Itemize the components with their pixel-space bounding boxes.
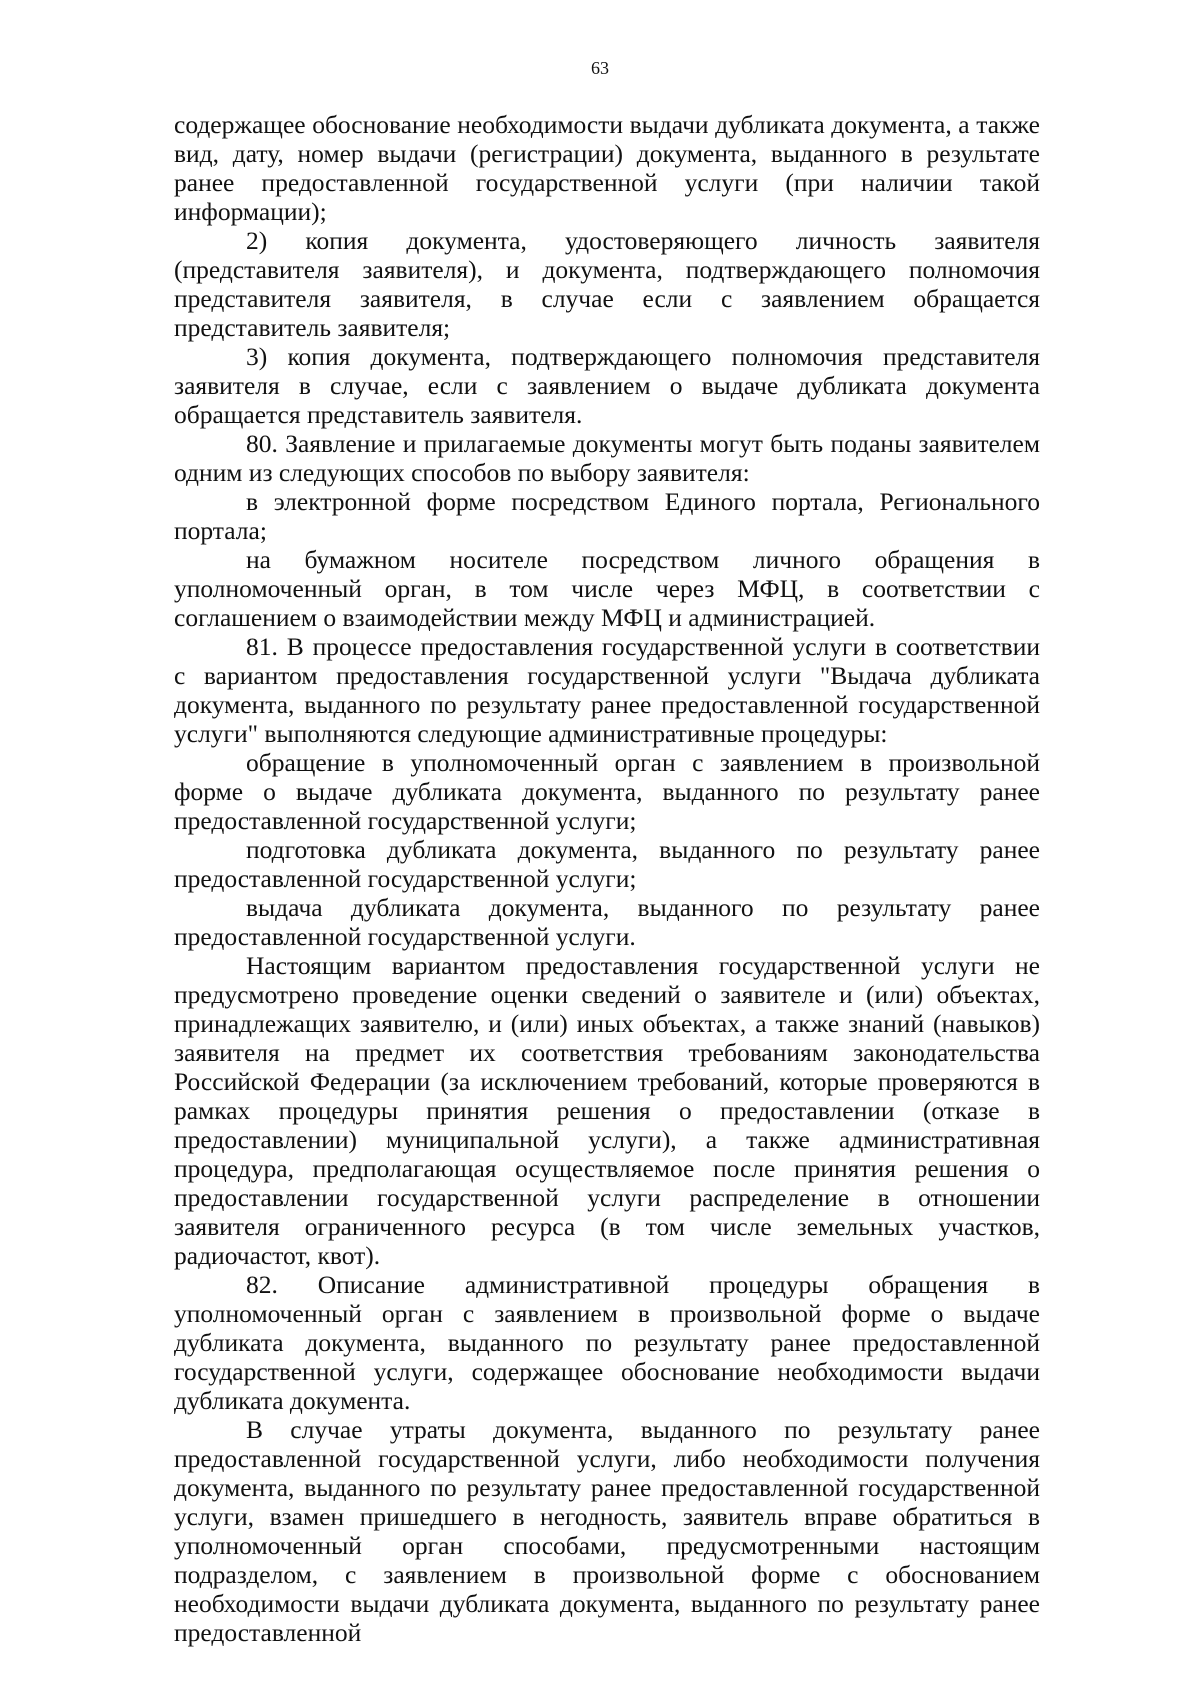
paragraph-item-2: 2) копия документа, удостоверяющего личность заявителя (представителя заявителя), и документа, подтверждающего полномочия представителя заявителя, в случае если с заявлением обращается представитель заявителя;	[174, 226, 1040, 342]
paragraph-82: 82. Описание административной процедуры обращения в уполномоченный орган с заявлением в произвольной форме о выдаче дубликата документа, выданного по результату ранее предоставленной государственной услуги, содержащее обоснование необходимости выдачи дубликата документа.	[174, 1270, 1040, 1415]
paragraph-item-3: 3) копия документа, подтверждающего полномочия представителя заявителя в случае, если с заявлением о выдаче дубликата документа обращается представитель заявителя.	[174, 342, 1040, 429]
paragraph-no-assessment: Настоящим вариантом предоставления государственной услуги не предусмотрено проведение оценки сведений о заявителе и (или) объектах, принадлежащих заявителю, и (или) иных объектах, а также знаний (навыков) заявителя на предмет их соответствия требованиям законодательства Российской Федерации (за исключением требований, которые проверяются в рамках процедуры принятия решения о предоставлении (отказе в предоставлении) муниципальной услуги), а также административная процедура, предполагающая осуществляемое после принятия решения о предоставлении государственной услуги распределение в отношении заявителя ограниченного ресурса (в том числе земельных участков, радиочастот, квот).	[174, 951, 1040, 1270]
page-number: 63	[591, 58, 609, 78]
document-text	[174, 110, 1040, 1647]
paragraph-81: 81. В процессе предоставления государственной услуги в соответствии с вариантом предоставления государственной услуги "Выдача дубликата документа, выданного по результату ранее предоставленной государственной услуги" выполняются следующие административные процедуры:	[174, 632, 1040, 748]
paragraph-procedure-appeal: обращение в уполномоченный орган с заявлением в произвольной форме о выдаче дубликата документа, выданного по результату ранее предоставленной государственной услуги;	[174, 748, 1040, 835]
paragraph-paper-form: на бумажном носителе посредством личного обращения в уполномоченный орган, в том числе через МФЦ, в соответствии с соглашением о взаимодействии между МФЦ и администрацией.	[174, 545, 1040, 632]
paragraph-procedure-issuance: выдача дубликата документа, выданного по результату ранее предоставленной государственной услуги.	[174, 893, 1040, 951]
paragraph-electronic-form: в электронной форме посредством Единого портала, Регионального портала;	[174, 487, 1040, 545]
paragraph-80: 80. Заявление и прилагаемые документы могут быть поданы заявителем одним из следующих способов по выбору заявителя:	[174, 429, 1040, 487]
paragraph-continuation: содержащее обоснование необходимости выдачи дубликата документа, а также вид, дату, номер выдачи (регистрации) документа, выданного в результате ранее предоставленной государственной услуги (при наличии такой информации);	[174, 110, 1040, 226]
paragraph-procedure-preparation: подготовка дубликата документа, выданного по результату ранее предоставленной государственной услуги;	[174, 835, 1040, 893]
paragraph-loss-case: В случае утраты документа, выданного по результату ранее предоставленной государственной услуги, либо необходимости получения документа, выданного по результату ранее предоставленной государственной услуги, взамен пришедшего в негодность, заявитель вправе обратиться в уполномоченный орган способами, предусмотренными настоящим подразделом, с заявлением в произвольной форме с обоснованием необходимости выдачи дубликата документа, выданного по результату ранее предоставленной	[174, 1415, 1040, 1647]
